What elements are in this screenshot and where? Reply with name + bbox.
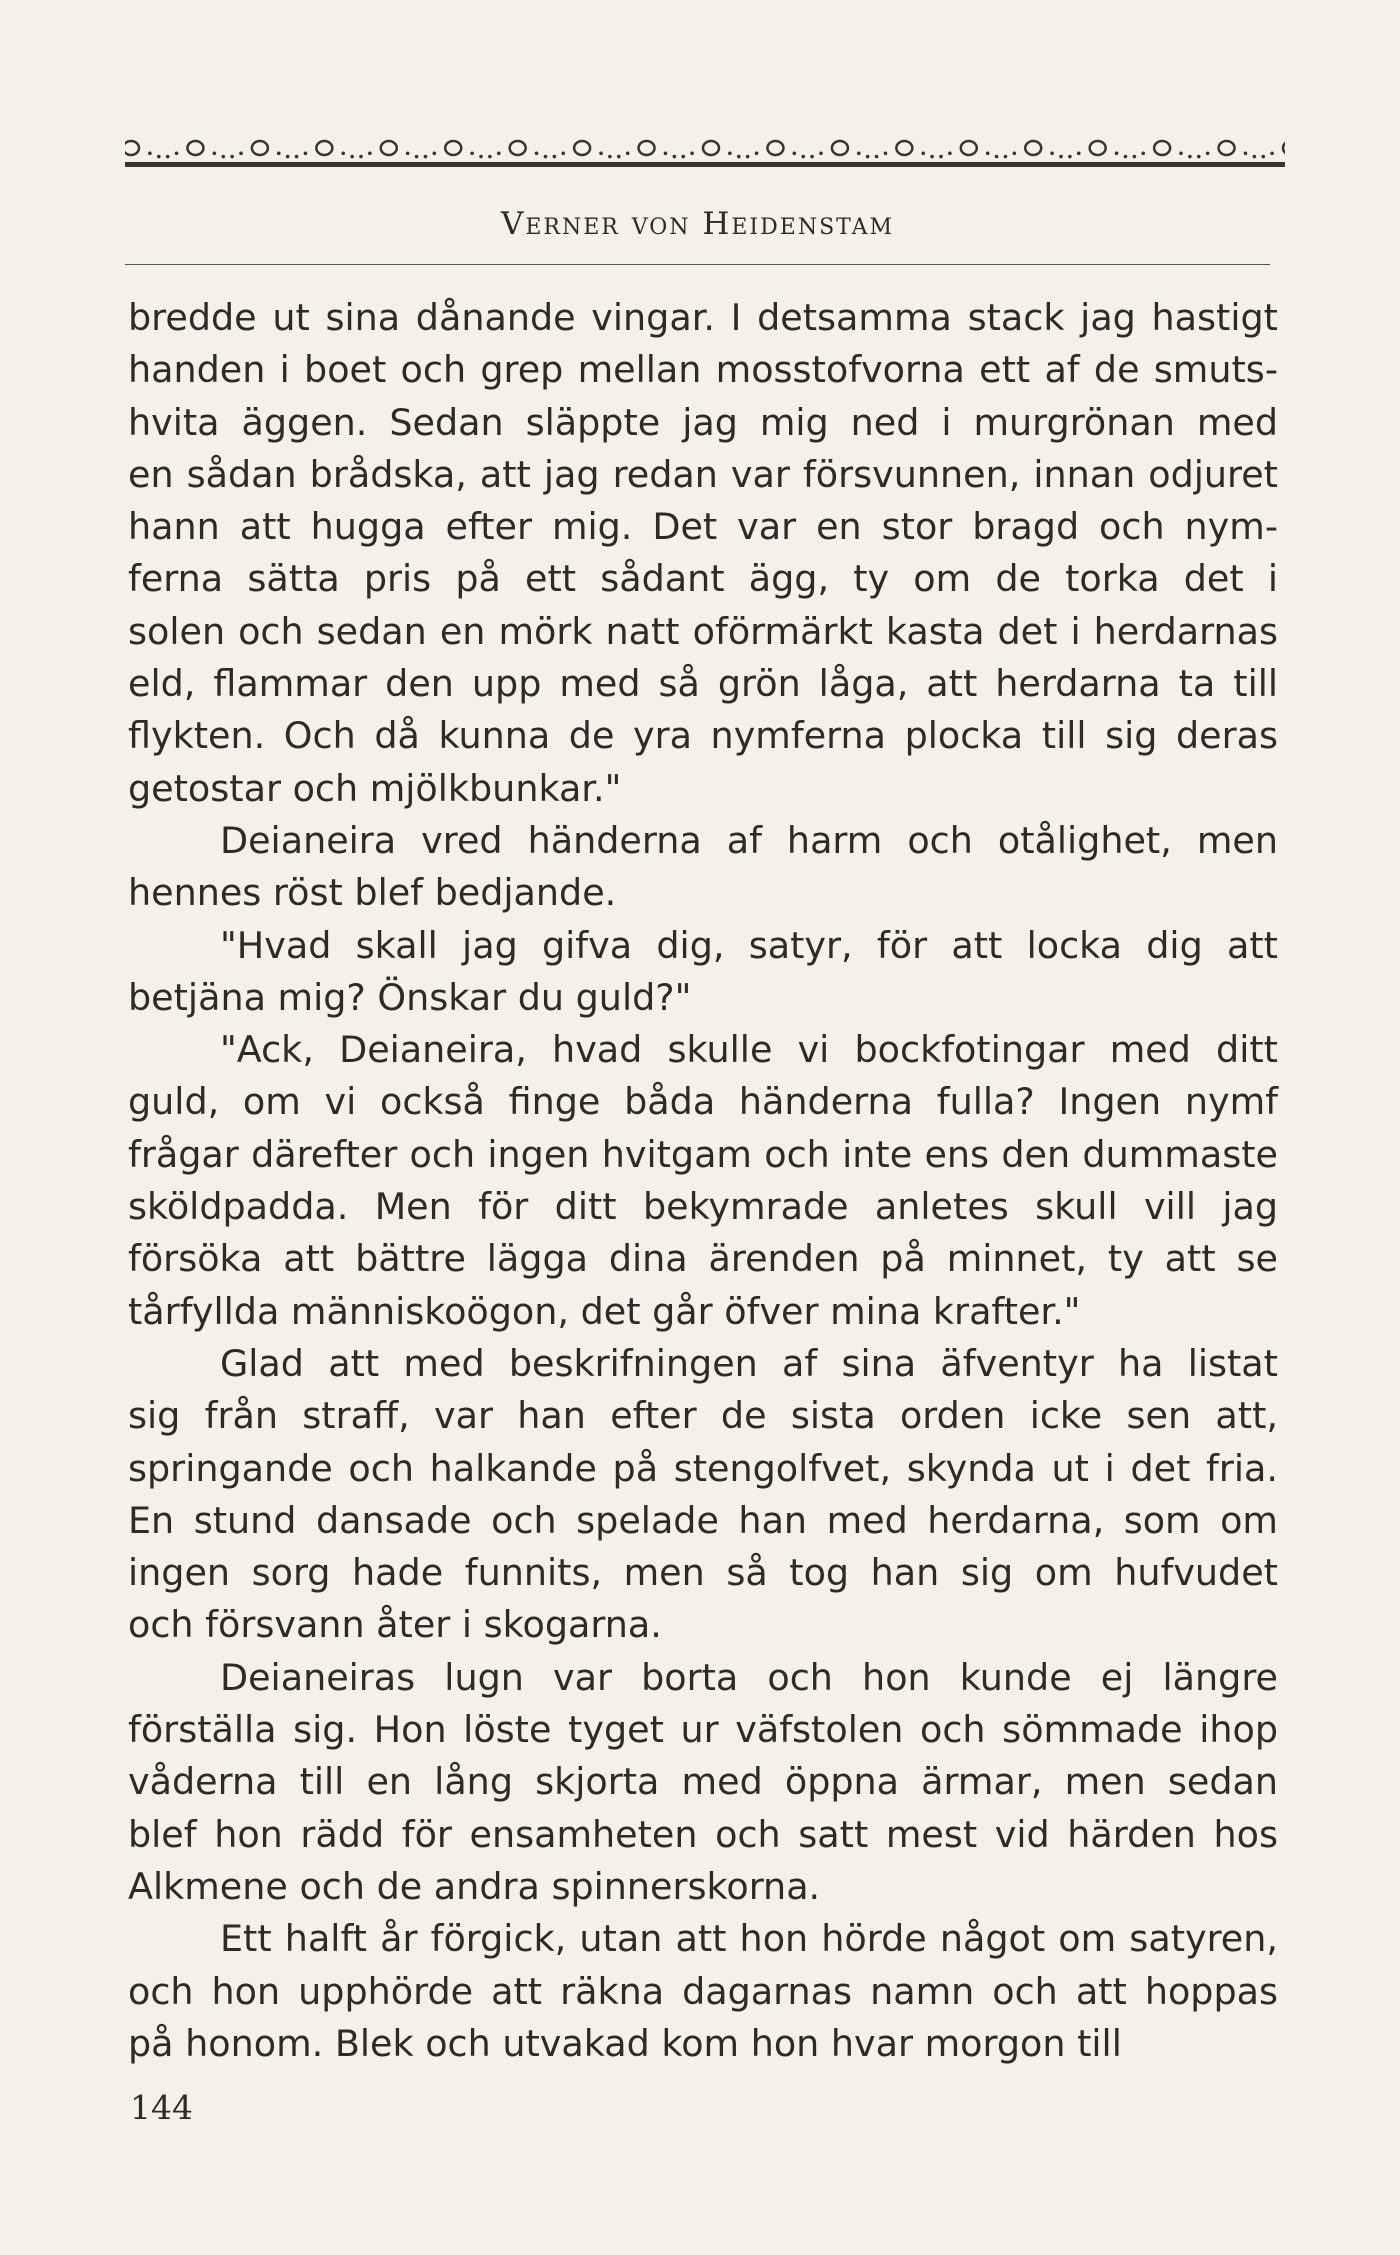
chain-link-icon <box>1154 141 1170 155</box>
chain-dot-icon <box>1253 155 1257 159</box>
text-line: guld, om vi också finge båda händerna fulla? Ingen nymf <box>128 1080 1278 1124</box>
chain-link-icon <box>767 141 783 155</box>
text-line: sig från straff, var han efter de sista orden icke sen att, <box>128 1394 1278 1438</box>
chain-dot-icon <box>1050 151 1054 155</box>
chain-dot-icon <box>737 155 741 159</box>
chain-dot-icon <box>424 155 428 159</box>
text-line: försöka att bättre lägga dina ärenden på minnet, ty att se <box>128 1237 1278 1281</box>
text-line: En stund dansade och spelade han med herdarna, som om <box>128 1498 1278 1542</box>
text-line: eld, flammar den upp med så grön låga, att herdarna ta till <box>128 662 1278 706</box>
paragraph-3 <box>128 920 1278 1025</box>
paragraph-5 <box>128 1338 1278 1652</box>
chain-dot-icon <box>544 155 548 159</box>
chain-link-icon <box>125 141 139 155</box>
chain-link-icon <box>896 141 912 155</box>
paragraph-4 <box>128 1024 1278 1338</box>
chain-dot-icon <box>1197 155 1201 159</box>
chain-dot-icon <box>1133 155 1137 159</box>
text-line: hvita äggen. Sedan släppte jag mig ned i murgrönan med <box>128 400 1278 444</box>
chain-dot-icon <box>221 155 225 159</box>
paragraph-6 <box>128 1652 1278 1913</box>
chain-dot-icon <box>406 151 410 155</box>
chain-dot-icon <box>1068 155 1072 159</box>
chain-dot-icon <box>626 151 630 155</box>
chain-link-icon <box>961 141 977 155</box>
chain-dot-icon <box>746 155 750 159</box>
text-line: och försvann åter i skogarna. <box>128 1603 662 1647</box>
chain-dot-icon <box>857 151 861 155</box>
chain-dot-icon <box>681 155 685 159</box>
chain-link-icon <box>252 141 268 155</box>
body-text <box>128 292 1278 2070</box>
chain-dot-icon <box>939 155 943 159</box>
chain-dot-icon <box>368 151 372 155</box>
chain-dot-icon <box>875 155 879 159</box>
chain-dot-icon <box>535 151 539 155</box>
chain-dot-icon <box>986 151 990 155</box>
chain-dot-icon <box>304 151 308 155</box>
chain-dot-icon <box>1124 155 1128 159</box>
paragraph-2 <box>128 815 1278 920</box>
chain-dot-icon <box>1244 151 1248 155</box>
chain-link-icon <box>1219 141 1235 155</box>
chain-link-icon <box>381 141 397 155</box>
chain-dot-icon <box>1004 155 1008 159</box>
chain-dot-icon <box>213 151 217 155</box>
chain-dot-icon <box>230 155 234 159</box>
chain-dot-icon <box>470 151 474 155</box>
chain-dot-icon <box>277 151 281 155</box>
paragraph-7 <box>128 1913 1278 2070</box>
chain-dot-icon <box>1206 151 1210 155</box>
chain-dot-icon <box>497 151 501 155</box>
text-line: förställa sig. Hon löste tyget ur väfstolen och sömmade ihop <box>128 1708 1278 1752</box>
chain-link-icon <box>703 141 719 155</box>
text-line: springande och halkande på stengolfvet, skynda ut i det fria. <box>128 1446 1278 1490</box>
chain-link-icon <box>832 141 848 155</box>
chain-dot-icon <box>930 155 934 159</box>
chain-link-icon <box>445 141 461 155</box>
text-line: handen i boet och grep mellan mosstofvorna ett af de smuts- <box>128 348 1278 392</box>
text-line: solen och sedan en mörk natt oförmärkt kasta det i herdarnas <box>128 609 1278 653</box>
text-line: våderna till en lång skjorta med öppna ärmar, men sedan <box>128 1760 1278 1804</box>
text-line: hann att hugga efter mig. Det var en stor bragd och nym- <box>128 505 1278 549</box>
text-line: betjäna mig? Önskar du guld?" <box>128 975 692 1019</box>
chain-dot-icon <box>1077 151 1081 155</box>
chain-dot-icon <box>157 155 161 159</box>
text-line: getostar och mjölkbunkar." <box>128 766 622 810</box>
text-line: ingen sorg hade funnits, men så tog han sig om hufvudet <box>128 1551 1278 1595</box>
text-line: hennes röst blef bedjande. <box>128 871 617 915</box>
page-number: 144 <box>130 2088 193 2127</box>
chain-dot-icon <box>673 155 677 159</box>
text-line: på honom. Blek och utvakad kom hon hvar morgon till <box>128 2021 1122 2065</box>
chain-link-icon <box>1025 141 1041 155</box>
text-line: en sådan brådska, att jag redan var försvunnen, innan odjuret <box>128 452 1278 496</box>
chain-dot-icon <box>664 151 668 155</box>
running-head: Verner von Heidenstam <box>500 206 895 242</box>
chain-dot-icon <box>415 155 419 159</box>
chain-dot-icon <box>1115 151 1119 155</box>
chain-dot-icon <box>1270 151 1274 155</box>
text-line: sköldpadda. Men för ditt bekymrade anletes skull vill jag <box>128 1185 1278 1229</box>
text-line: Deianeira vred händerna af harm och otålighet, men <box>220 818 1278 862</box>
chain-dot-icon <box>295 155 299 159</box>
chain-dot-icon <box>884 151 888 155</box>
text-line: Alkmene och de andra spinnerskorna. <box>128 1864 821 1908</box>
chain-dot-icon <box>479 155 483 159</box>
chain-link-icon <box>1283 141 1285 155</box>
chain-dot-icon <box>166 155 170 159</box>
chain-dot-icon <box>1059 155 1063 159</box>
chain-link-icon <box>187 141 203 155</box>
chain-dot-icon <box>819 151 823 155</box>
chain-dot-icon <box>810 155 814 159</box>
text-line: Glad att med beskrifningen af sina äfventyr ha listat <box>220 1341 1278 1385</box>
chain-dot-icon <box>359 155 363 159</box>
chain-dot-icon <box>341 151 345 155</box>
text-line: Ett halft år förgick, utan att hon hörde något om satyren, <box>220 1917 1278 1961</box>
chain-dot-icon <box>1261 155 1265 159</box>
chain-dot-icon <box>239 151 243 155</box>
chain-link-icon <box>316 141 332 155</box>
chain-dot-icon <box>617 155 621 159</box>
chain-dot-icon <box>921 151 925 155</box>
text-line: ferna sätta pris på ett sådant ägg, ty om de torka det i <box>128 557 1278 601</box>
chain-dot-icon <box>728 151 732 155</box>
chain-link-icon <box>639 141 655 155</box>
chain-dot-icon <box>1188 155 1192 159</box>
chain-dot-icon <box>995 155 999 159</box>
chain-dot-icon <box>433 151 437 155</box>
chain-dot-icon <box>755 151 759 155</box>
paragraph-1 <box>128 292 1278 815</box>
chain-dot-icon <box>608 155 612 159</box>
chain-dot-icon <box>350 155 354 159</box>
chain-dot-icon <box>599 151 603 155</box>
chain-dot-icon <box>1141 151 1145 155</box>
text-line: blef hon rädd för ensamheten och satt mest vid härden hos <box>128 1812 1278 1856</box>
chain-dot-icon <box>866 155 870 159</box>
chain-dot-icon <box>948 151 952 155</box>
text-line: frågar därefter och ingen hvitgam och inte ens den dummaste <box>128 1132 1278 1176</box>
chain-dot-icon <box>553 155 557 159</box>
chain-dot-icon <box>1179 151 1183 155</box>
chain-dot-icon <box>801 155 805 159</box>
chain-dot-icon <box>286 155 290 159</box>
chain-dot-icon <box>690 151 694 155</box>
chain-dot-icon <box>175 151 179 155</box>
chain-link-icon <box>510 141 526 155</box>
chain-link-icon <box>574 141 590 155</box>
header-rule <box>125 264 1270 265</box>
text-line: Deianeiras lugn var borta och hon kunde ej längre <box>220 1655 1278 1699</box>
chain-dot-icon <box>488 155 492 159</box>
chain-link-icon <box>1090 141 1106 155</box>
text-line: bredde ut sina dånande vingar. I detsamma stack jag hastigt <box>128 296 1278 339</box>
text-line: "Hvad skall jag gifva dig, satyr, för att locka dig att <box>220 923 1278 967</box>
text-line: flykten. Och då kunna de yra nymferna plocka till sig deras <box>128 714 1278 758</box>
text-line: tårfyllda människoögon, det går öfver mina krafter." <box>128 1289 1081 1333</box>
chain-dot-icon <box>561 151 565 155</box>
chain-dot-icon <box>793 151 797 155</box>
text-line: "Ack, Deianeira, hvad skulle vi bockfotingar med ditt <box>220 1028 1278 1072</box>
chain-ornament-icon <box>125 124 1285 174</box>
chain-dot-icon <box>148 151 152 155</box>
text-line: och hon upphörde att räkna dagarnas namn och att hoppas <box>128 1969 1278 2013</box>
chain-dot-icon <box>1013 151 1017 155</box>
